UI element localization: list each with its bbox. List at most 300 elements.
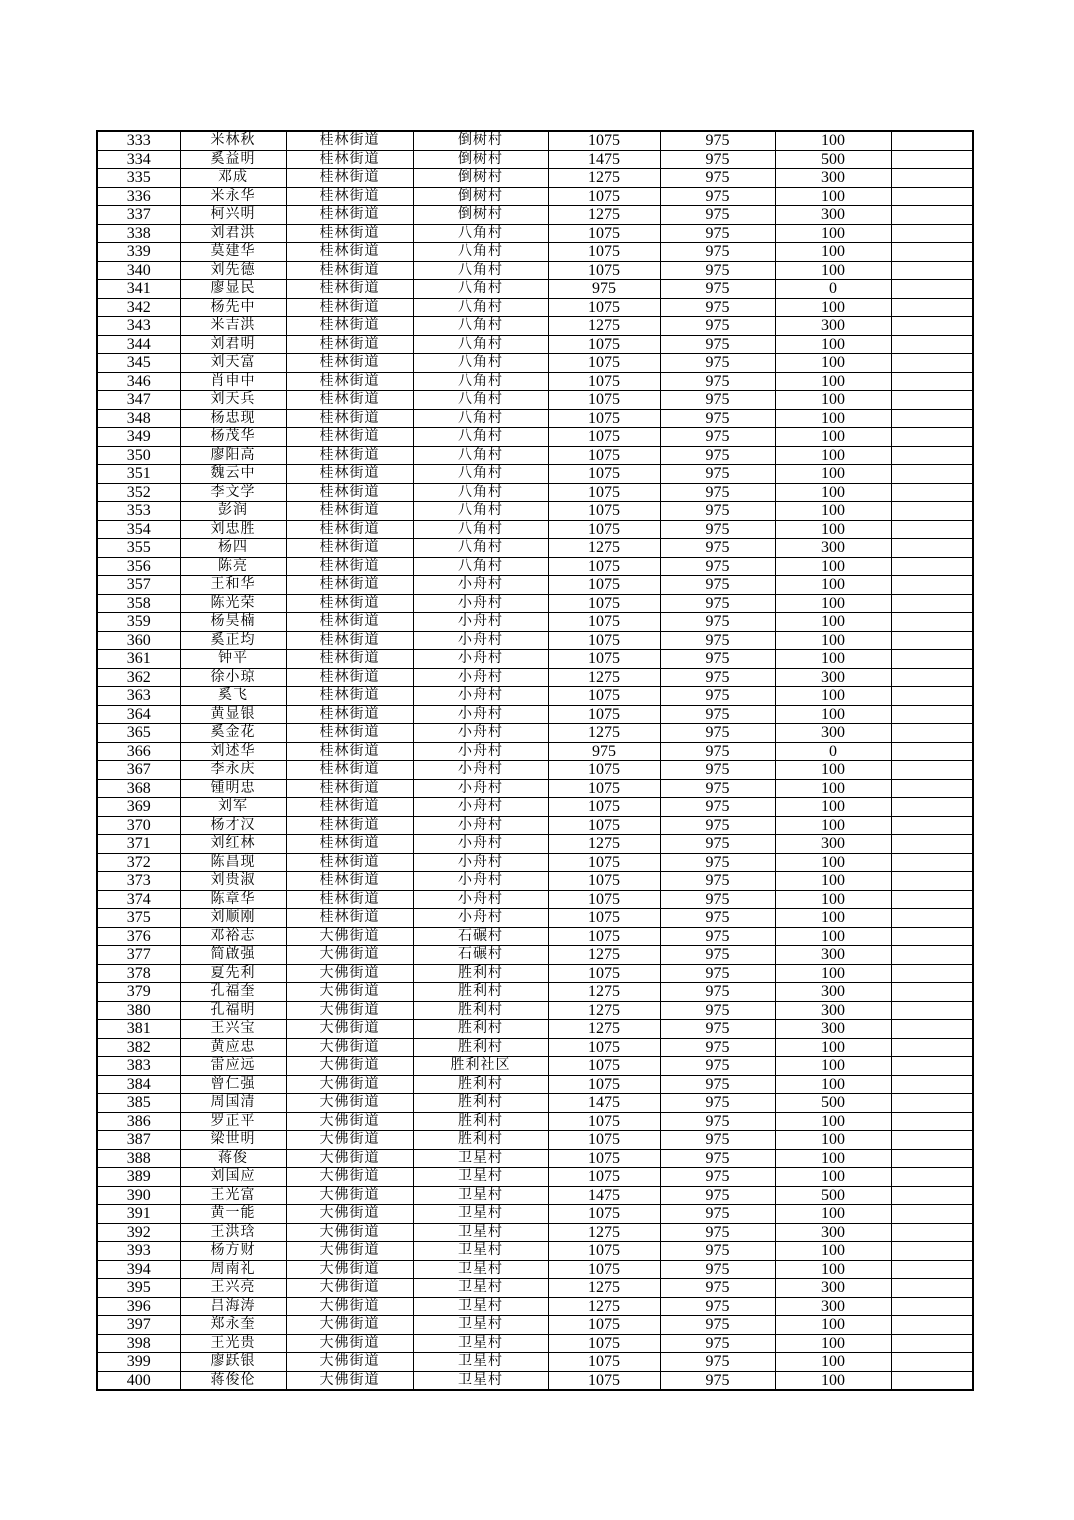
name-cell: 徐小琼 [180, 668, 286, 687]
name-cell: 奚益明 [180, 150, 286, 169]
remark-cell [891, 446, 973, 465]
difference-cell: 100 [775, 705, 891, 724]
row-number-cell: 356 [97, 557, 180, 576]
amount-a-cell: 1075 [548, 890, 660, 909]
street-cell: 桂林街道 [286, 391, 413, 410]
amount-b-cell: 975 [660, 298, 775, 317]
village-cell: 八角村 [413, 409, 548, 428]
remark-cell [891, 983, 973, 1002]
name-cell: 陈章华 [180, 890, 286, 909]
village-cell: 倒树村 [413, 150, 548, 169]
village-cell: 卫星村 [413, 1316, 548, 1335]
village-cell: 卫星村 [413, 1149, 548, 1168]
difference-cell: 100 [775, 354, 891, 373]
amount-a-cell: 1075 [548, 298, 660, 317]
amount-b-cell: 975 [660, 520, 775, 539]
street-cell: 大佛街道 [286, 1371, 413, 1390]
remark-cell [891, 428, 973, 447]
amount-a-cell: 1075 [548, 409, 660, 428]
table-row [97, 1334, 973, 1353]
amount-a-cell: 1275 [548, 317, 660, 336]
village-cell: 胜利村 [413, 1112, 548, 1131]
amount-b-cell: 975 [660, 1057, 775, 1076]
table-row [97, 1149, 973, 1168]
amount-a-cell: 975 [548, 280, 660, 299]
name-cell: 黄一能 [180, 1205, 286, 1224]
name-cell: 陈昌现 [180, 853, 286, 872]
remark-cell [891, 853, 973, 872]
street-cell: 桂林街道 [286, 354, 413, 373]
table-row [97, 1186, 973, 1205]
difference-cell: 100 [775, 779, 891, 798]
name-cell: 刘君明 [180, 335, 286, 354]
remark-cell [891, 1038, 973, 1057]
difference-cell: 300 [775, 206, 891, 225]
amount-b-cell: 975 [660, 1316, 775, 1335]
difference-cell: 100 [775, 1353, 891, 1372]
amount-a-cell: 1075 [548, 576, 660, 595]
amount-b-cell: 975 [660, 1168, 775, 1187]
street-cell: 桂林街道 [286, 650, 413, 669]
remark-cell [891, 150, 973, 169]
village-cell: 石碾村 [413, 927, 548, 946]
name-cell: 蒋俊伦 [180, 1371, 286, 1390]
remark-cell [891, 1186, 973, 1205]
street-cell: 桂林街道 [286, 705, 413, 724]
village-cell: 小舟村 [413, 798, 548, 817]
table-row [97, 798, 973, 817]
village-cell: 倒树村 [413, 187, 548, 206]
remark-cell [891, 1205, 973, 1224]
name-cell: 周南礼 [180, 1260, 286, 1279]
name-cell: 米林秋 [180, 131, 286, 150]
village-cell: 小舟村 [413, 890, 548, 909]
village-cell: 卫星村 [413, 1279, 548, 1298]
village-cell: 小舟村 [413, 650, 548, 669]
row-number-cell: 351 [97, 465, 180, 484]
remark-cell [891, 298, 973, 317]
remark-cell [891, 1168, 973, 1187]
street-cell: 桂林街道 [286, 890, 413, 909]
name-cell: 陈光荣 [180, 594, 286, 613]
row-number-cell: 368 [97, 779, 180, 798]
amount-b-cell: 975 [660, 1279, 775, 1298]
village-cell: 八角村 [413, 502, 548, 521]
village-cell: 八角村 [413, 354, 548, 373]
street-cell: 桂林街道 [286, 446, 413, 465]
row-number-cell: 382 [97, 1038, 180, 1057]
table-row [97, 816, 973, 835]
amount-a-cell: 1075 [548, 1242, 660, 1261]
street-cell: 大佛街道 [286, 1205, 413, 1224]
row-number-cell: 396 [97, 1297, 180, 1316]
street-cell: 桂林街道 [286, 761, 413, 780]
difference-cell: 100 [775, 187, 891, 206]
remark-cell [891, 280, 973, 299]
amount-b-cell: 975 [660, 169, 775, 188]
village-cell: 小舟村 [413, 872, 548, 891]
remark-cell [891, 1242, 973, 1261]
amount-a-cell: 1275 [548, 1001, 660, 1020]
street-cell: 大佛街道 [286, 983, 413, 1002]
amount-a-cell: 1075 [548, 1353, 660, 1372]
remark-cell [891, 483, 973, 502]
name-cell: 柯兴明 [180, 206, 286, 225]
table-row [97, 742, 973, 761]
remark-cell [891, 650, 973, 669]
row-number-cell: 340 [97, 261, 180, 280]
table-row [97, 1075, 973, 1094]
village-cell: 小舟村 [413, 705, 548, 724]
difference-cell: 300 [775, 169, 891, 188]
amount-a-cell: 1075 [548, 1112, 660, 1131]
difference-cell: 100 [775, 816, 891, 835]
amount-b-cell: 975 [660, 872, 775, 891]
table-row [97, 1020, 973, 1039]
difference-cell: 100 [775, 131, 891, 150]
village-cell: 胜利村 [413, 1038, 548, 1057]
table-row [97, 335, 973, 354]
amount-b-cell: 975 [660, 964, 775, 983]
village-cell: 小舟村 [413, 631, 548, 650]
amount-b-cell: 975 [660, 317, 775, 336]
amount-b-cell: 975 [660, 243, 775, 262]
village-cell: 小舟村 [413, 594, 548, 613]
remark-cell [891, 761, 973, 780]
street-cell: 桂林街道 [286, 779, 413, 798]
remark-cell [891, 909, 973, 928]
table-row [97, 1001, 973, 1020]
amount-a-cell: 1275 [548, 169, 660, 188]
name-cell: 黄显银 [180, 705, 286, 724]
amount-b-cell: 975 [660, 890, 775, 909]
amount-a-cell: 1075 [548, 483, 660, 502]
street-cell: 桂林街道 [286, 150, 413, 169]
row-number-cell: 350 [97, 446, 180, 465]
remark-cell [891, 372, 973, 391]
row-number-cell: 366 [97, 742, 180, 761]
table-row [97, 446, 973, 465]
table-row [97, 483, 973, 502]
village-cell: 卫星村 [413, 1260, 548, 1279]
remark-cell [891, 206, 973, 225]
remark-cell [891, 187, 973, 206]
table-row [97, 1353, 973, 1372]
street-cell: 大佛街道 [286, 1297, 413, 1316]
remark-cell [891, 131, 973, 150]
table-row [97, 1094, 973, 1113]
amount-a-cell: 1075 [548, 1316, 660, 1335]
name-cell: 刘顺刚 [180, 909, 286, 928]
amount-b-cell: 975 [660, 816, 775, 835]
remark-cell [891, 613, 973, 632]
amount-a-cell: 1275 [548, 946, 660, 965]
row-number-cell: 345 [97, 354, 180, 373]
amount-b-cell: 975 [660, 798, 775, 817]
row-number-cell: 395 [97, 1279, 180, 1298]
table-row [97, 687, 973, 706]
street-cell: 桂林街道 [286, 853, 413, 872]
village-cell: 卫星村 [413, 1297, 548, 1316]
amount-b-cell: 975 [660, 1149, 775, 1168]
remark-cell [891, 964, 973, 983]
name-cell: 钟平 [180, 650, 286, 669]
village-cell: 胜利社区 [413, 1057, 548, 1076]
street-cell: 大佛街道 [286, 1131, 413, 1150]
street-cell: 桂林街道 [286, 243, 413, 262]
name-cell: 王洪琀 [180, 1223, 286, 1242]
village-cell: 卫星村 [413, 1168, 548, 1187]
street-cell: 桂林街道 [286, 169, 413, 188]
difference-cell: 0 [775, 742, 891, 761]
amount-b-cell: 975 [660, 206, 775, 225]
difference-cell: 100 [775, 761, 891, 780]
table-row [97, 761, 973, 780]
difference-cell: 100 [775, 261, 891, 280]
remark-cell [891, 391, 973, 410]
row-number-cell: 372 [97, 853, 180, 872]
remark-cell [891, 335, 973, 354]
street-cell: 桂林街道 [286, 131, 413, 150]
village-cell: 小舟村 [413, 742, 548, 761]
amount-b-cell: 975 [660, 483, 775, 502]
remark-cell [891, 1353, 973, 1372]
difference-cell: 100 [775, 372, 891, 391]
row-number-cell: 394 [97, 1260, 180, 1279]
amount-b-cell: 975 [660, 280, 775, 299]
village-cell: 倒树村 [413, 131, 548, 150]
difference-cell: 500 [775, 150, 891, 169]
name-cell: 杨昊楠 [180, 613, 286, 632]
name-cell: 夏先利 [180, 964, 286, 983]
table-row [97, 1371, 973, 1390]
row-number-cell: 347 [97, 391, 180, 410]
village-cell: 小舟村 [413, 853, 548, 872]
remark-cell [891, 724, 973, 743]
street-cell: 桂林街道 [286, 428, 413, 447]
difference-cell: 100 [775, 1334, 891, 1353]
difference-cell: 100 [775, 465, 891, 484]
amount-a-cell: 1075 [548, 1149, 660, 1168]
table-row [97, 724, 973, 743]
amount-b-cell: 975 [660, 724, 775, 743]
remark-cell [891, 779, 973, 798]
difference-cell: 100 [775, 520, 891, 539]
table-row [97, 1038, 973, 1057]
table-row [97, 206, 973, 225]
row-number-cell: 359 [97, 613, 180, 632]
amount-b-cell: 975 [660, 909, 775, 928]
row-number-cell: 362 [97, 668, 180, 687]
difference-cell: 100 [775, 1149, 891, 1168]
table-row [97, 1223, 973, 1242]
name-cell: 彭润 [180, 502, 286, 521]
row-number-cell: 376 [97, 927, 180, 946]
difference-cell: 100 [775, 1371, 891, 1390]
street-cell: 大佛街道 [286, 1186, 413, 1205]
village-cell: 八角村 [413, 557, 548, 576]
amount-a-cell: 1075 [548, 335, 660, 354]
amount-a-cell: 1075 [548, 853, 660, 872]
table-row [97, 650, 973, 669]
village-cell: 倒树村 [413, 169, 548, 188]
name-cell: 杨方财 [180, 1242, 286, 1261]
amount-a-cell: 1075 [548, 224, 660, 243]
village-cell: 石碾村 [413, 946, 548, 965]
table-row [97, 317, 973, 336]
difference-cell: 100 [775, 631, 891, 650]
row-number-cell: 400 [97, 1371, 180, 1390]
difference-cell: 300 [775, 1223, 891, 1242]
name-cell: 黄应忠 [180, 1038, 286, 1057]
amount-b-cell: 975 [660, 761, 775, 780]
amount-b-cell: 975 [660, 131, 775, 150]
table-row [97, 187, 973, 206]
difference-cell: 100 [775, 909, 891, 928]
village-cell: 倒树村 [413, 206, 548, 225]
table-row [97, 1242, 973, 1261]
amount-b-cell: 975 [660, 1001, 775, 1020]
name-cell: 吕海涛 [180, 1297, 286, 1316]
name-cell: 刘天兵 [180, 391, 286, 410]
village-cell: 小舟村 [413, 761, 548, 780]
row-number-cell: 381 [97, 1020, 180, 1039]
amount-a-cell: 1075 [548, 909, 660, 928]
village-cell: 胜利村 [413, 1001, 548, 1020]
row-number-cell: 386 [97, 1112, 180, 1131]
row-number-cell: 380 [97, 1001, 180, 1020]
table-row [97, 1297, 973, 1316]
row-number-cell: 360 [97, 631, 180, 650]
street-cell: 大佛街道 [286, 964, 413, 983]
table-row [97, 1205, 973, 1224]
amount-b-cell: 975 [660, 1186, 775, 1205]
amount-a-cell: 1075 [548, 1131, 660, 1150]
row-number-cell: 378 [97, 964, 180, 983]
row-number-cell: 390 [97, 1186, 180, 1205]
amount-a-cell: 1075 [548, 391, 660, 410]
amount-a-cell: 1075 [548, 261, 660, 280]
table-row [97, 1057, 973, 1076]
row-number-cell: 399 [97, 1353, 180, 1372]
table-row [97, 594, 973, 613]
amount-a-cell: 1075 [548, 613, 660, 632]
row-number-cell: 374 [97, 890, 180, 909]
village-cell: 小舟村 [413, 816, 548, 835]
row-number-cell: 367 [97, 761, 180, 780]
row-number-cell: 342 [97, 298, 180, 317]
table-row [97, 631, 973, 650]
remark-cell [891, 927, 973, 946]
street-cell: 大佛街道 [286, 946, 413, 965]
row-number-cell: 338 [97, 224, 180, 243]
street-cell: 大佛街道 [286, 1223, 413, 1242]
amount-a-cell: 1075 [548, 354, 660, 373]
table-row [97, 224, 973, 243]
name-cell: 王和华 [180, 576, 286, 595]
row-number-cell: 348 [97, 409, 180, 428]
street-cell: 大佛街道 [286, 1242, 413, 1261]
name-cell: 邓裕志 [180, 927, 286, 946]
remark-cell [891, 668, 973, 687]
name-cell: 刘忠胜 [180, 520, 286, 539]
table-row [97, 1260, 973, 1279]
street-cell: 大佛街道 [286, 1112, 413, 1131]
row-number-cell: 344 [97, 335, 180, 354]
amount-b-cell: 975 [660, 613, 775, 632]
name-cell: 刘国应 [180, 1168, 286, 1187]
amount-b-cell: 975 [660, 261, 775, 280]
row-number-cell: 370 [97, 816, 180, 835]
difference-cell: 100 [775, 391, 891, 410]
table-body [97, 131, 973, 1390]
remark-cell [891, 576, 973, 595]
row-number-cell: 353 [97, 502, 180, 521]
amount-b-cell: 975 [660, 927, 775, 946]
amount-b-cell: 975 [660, 187, 775, 206]
row-number-cell: 358 [97, 594, 180, 613]
row-number-cell: 393 [97, 1242, 180, 1261]
name-cell: 刘红林 [180, 835, 286, 854]
street-cell: 桂林街道 [286, 798, 413, 817]
amount-a-cell: 1475 [548, 1094, 660, 1113]
amount-b-cell: 975 [660, 1223, 775, 1242]
street-cell: 桂林街道 [286, 872, 413, 891]
amount-b-cell: 975 [660, 335, 775, 354]
table-row [97, 539, 973, 558]
village-cell: 小舟村 [413, 724, 548, 743]
village-cell: 八角村 [413, 372, 548, 391]
name-cell: 王兴亮 [180, 1279, 286, 1298]
difference-cell: 100 [775, 594, 891, 613]
difference-cell: 100 [775, 428, 891, 447]
amount-a-cell: 1075 [548, 131, 660, 150]
amount-a-cell: 1075 [548, 1371, 660, 1390]
amount-a-cell: 1075 [548, 1038, 660, 1057]
street-cell: 大佛街道 [286, 1149, 413, 1168]
difference-cell: 300 [775, 668, 891, 687]
amount-a-cell: 1075 [548, 705, 660, 724]
row-number-cell: 387 [97, 1131, 180, 1150]
name-cell: 廖跃银 [180, 1353, 286, 1372]
difference-cell: 300 [775, 1020, 891, 1039]
row-number-cell: 385 [97, 1094, 180, 1113]
street-cell: 大佛街道 [286, 1094, 413, 1113]
difference-cell: 100 [775, 650, 891, 669]
name-cell: 曾仁强 [180, 1075, 286, 1094]
row-number-cell: 365 [97, 724, 180, 743]
street-cell: 大佛街道 [286, 927, 413, 946]
street-cell: 桂林街道 [286, 261, 413, 280]
difference-cell: 300 [775, 1279, 891, 1298]
difference-cell: 300 [775, 1297, 891, 1316]
remark-cell [891, 557, 973, 576]
row-number-cell: 339 [97, 243, 180, 262]
difference-cell: 100 [775, 964, 891, 983]
village-cell: 卫星村 [413, 1186, 548, 1205]
row-number-cell: 336 [97, 187, 180, 206]
table-row [97, 150, 973, 169]
village-cell: 小舟村 [413, 668, 548, 687]
row-number-cell: 371 [97, 835, 180, 854]
street-cell: 桂林街道 [286, 298, 413, 317]
amount-a-cell: 1275 [548, 835, 660, 854]
row-number-cell: 392 [97, 1223, 180, 1242]
amount-b-cell: 975 [660, 1112, 775, 1131]
village-cell: 八角村 [413, 261, 548, 280]
street-cell: 桂林街道 [286, 724, 413, 743]
difference-cell: 100 [775, 853, 891, 872]
